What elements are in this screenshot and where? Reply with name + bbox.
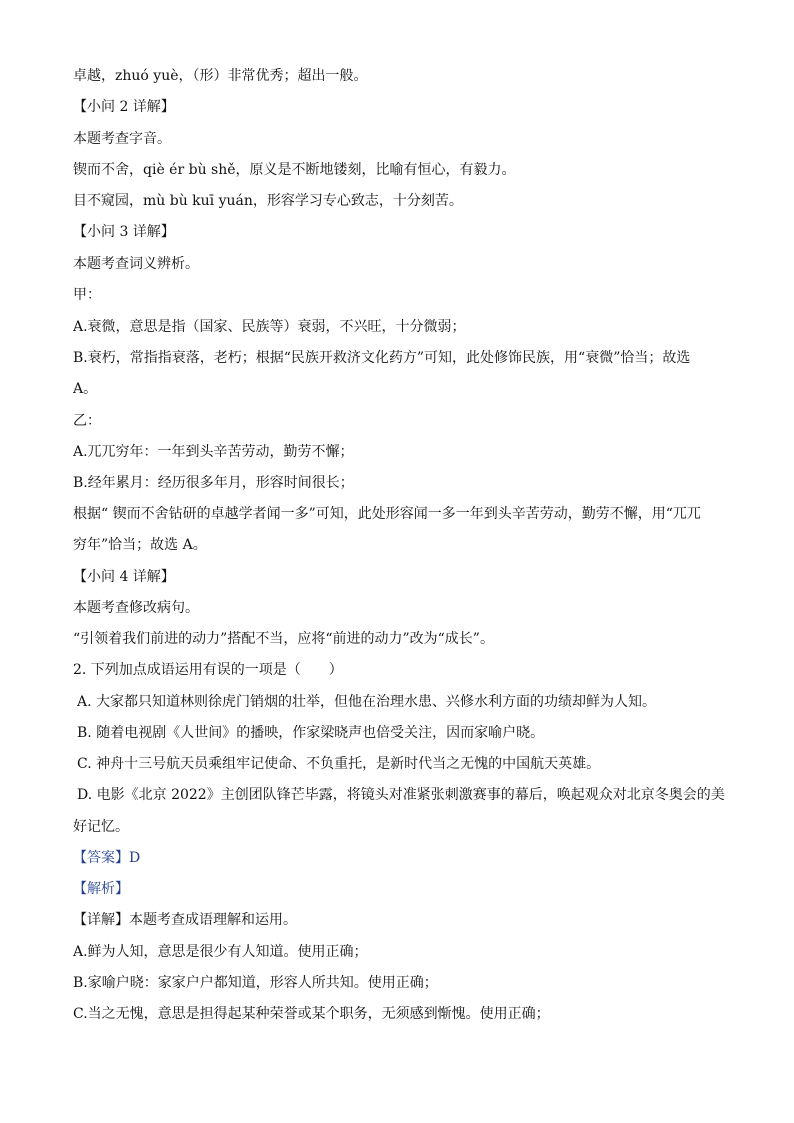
text-line: 穷年”恰当；故选 A。 (73, 537, 207, 553)
subquestion-2-heading: 【小问 2 详解】 (73, 99, 175, 115)
question-2-stem: 2. 下列加点成语运用有误的一项是（ ） (73, 662, 343, 678)
text-line: C.当之无愧，意思是担得起某种荣誉或某个职务，无须感到惭愧。使用正确； (73, 1006, 550, 1022)
text-line: 根据“ 锲而不舍钻研的卓越学者闻一多”可知，此处形容闻一多一年到头辛苦劳动，勤劳不懈，用“兀兀 (73, 506, 701, 522)
text-line: 锲而不舍，qiè ér bù shě，原义是不断地镂刻，比喻有恒心，有毅力。 (73, 162, 516, 178)
option-b: B. 随着电视剧《人世间》的播映，作家梁晓声也倍受关注，因而家喻户晓。 (77, 725, 545, 741)
text-line-zhuoyue: 卓越，zhuó yuè，（形）非常优秀；超出一般。 (73, 68, 368, 84)
text-line: 本题考查修改病句。 (73, 600, 199, 616)
text-line: A.兀兀穷年：一年到头辛苦劳动，勤劳不懈； (73, 444, 354, 460)
analysis-label: 【解析】 (73, 881, 129, 897)
text-line: B.家喻户晓：家家户户都知道，形容人所共知。使用正确； (73, 975, 438, 991)
subquestion-4-heading: 【小问 4 详解】 (73, 569, 175, 585)
text-line-jia: 甲： (73, 287, 101, 303)
text-line: 本题考查字音。 (73, 131, 171, 147)
text-line: 本题考查词义辨析。 (73, 256, 199, 272)
subquestion-3-heading: 【小问 3 详解】 (73, 224, 175, 240)
option-d-continued: 好记忆。 (73, 819, 129, 835)
text-line: A。 (73, 381, 98, 397)
option-c: C. 神舟十三号航天员乘组牢记使命、不负重托，是新时代当之无愧的中国航天英雄。 (77, 756, 601, 772)
text-line: B.衰朽，常指指衰落，老朽；根据“民族开救济文化药方”可知，此处修饰民族，用“衰微”恰当；故选 (73, 350, 691, 366)
text-line: B.经年累月：经历很多年月，形容时间很长； (73, 475, 354, 491)
text-line: “引领着我们前进的动力”搭配不当，应将“前进的动力”改为“成长”。 (73, 631, 494, 647)
option-d: D. 电影《北京 2022》主创团队锋芒毕露，将镜头对准紧张刺激赛事的幕后，唤起观众对北京冬奥会的美 (77, 787, 725, 803)
text-line-yi: 乙： (73, 413, 101, 429)
detail-explanation: 【详解】本题考查成语理解和运用。 (73, 912, 297, 928)
text-line: 目不窥园，mù bù kuī yuán，形容学习专心致志，十分刻苦。 (73, 193, 463, 209)
text-line: A.鲜为人知，意思是很少有人知道。使用正确； (73, 944, 368, 960)
answer-label: 【答案】D (73, 850, 141, 866)
option-a: A. 大家都只知道林则徐虎门销烟的壮举，但他在治理水患、兴修水利方面的功绩却鲜为人知。 (77, 694, 657, 710)
text-line: A.衰微，意思是指（国家、民族等）衰弱，不兴旺，十分微弱； (73, 319, 466, 335)
